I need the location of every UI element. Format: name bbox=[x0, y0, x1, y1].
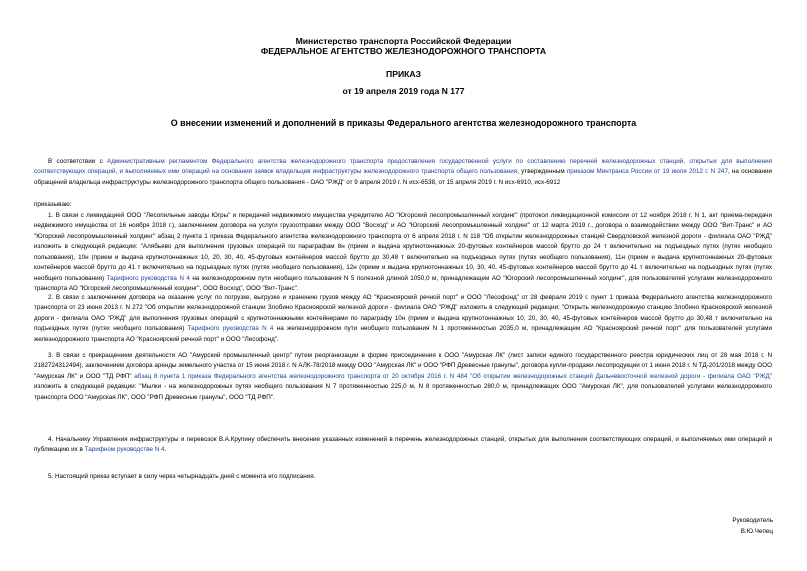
item-2-paragraph bbox=[34, 293, 772, 345]
tariff-guide-link[interactable]: Тарифного руководства N 4 bbox=[106, 274, 190, 282]
tariff-guide-link[interactable]: Тарифного руководства N 4 bbox=[187, 325, 274, 333]
agency-name: ФЕДЕРАЛЬНОЕ АГЕНТСТВО ЖЕЛЕЗНОДОРОЖНОГО ТРАНСПОРТА bbox=[260, 46, 547, 56]
item-2-text-1: 2. В связи с заключением договора на оказание услуг по погрузке, выгрузке и хранению грузов между АО "Красноярский речной порт" и ООО "Лесофонд" от 28 февраля 2019 г. пункт 1 приказа Федерального агентства железнодорожного транспорта от 23 июня 2013 г. N 272 "Об открытии железнодорожной станции Злобино Красноярской железной дороги - филиала ОАО "РЖД" изложить в следующей редакции: "Открыть железнодорожную станцию Злобино Красноярской железной дороги - филиала ОАО "РЖД" для выполнения грузовых операций с крупнотоннажными контейнерами по параграфу 10н (прием и выдача крупнотоннажных 10, 20, 30, 40, 45-футовых контейнеров массой брутто до 30,48 т включительно на подъездных путях (путях необщего пользования) bbox=[34, 294, 772, 333]
signatory-position: Руководитель bbox=[732, 517, 773, 524]
order-484-link[interactable]: абзац 8 пункта 1 приказа Федерального агентства железнодорожного транспорта от 20 октября 2016 г. N 484 "Об открытии железнодорожных станций Дальневосточной железной дороги - филиала ОАО "РЖД" bbox=[134, 372, 772, 380]
admin-regulation-link[interactable]: Административным регламентом Федерального агентства железнодорожного транспорта предоставления государственной услуги по составлению перечней железнодорожных станций, открытых для выполнения соответствующих операций, и выполняемых ими операций на основании заявок владельцев инфраструктуры железнодорожного транспорта общего пользования bbox=[34, 158, 772, 176]
item-1-text-1: 1. В связи с ликвидацией ООО "Лесопильные заводы Югры" и передачей недвижимого имущества учредителю АО "Югорский лесопромышленный холдинг" (протокол ликвидационной комиссии от 12 ноября 2018 г. N 1, акт приема-передачи недвижимого имущества от 16 ноября 2018 г.), заключением договора на услуги грузоотправки между ООО "Восход" и АО "Югорский лесопромышленный холдинг" от 12 марта 2019 г., договора о взаимодействии между ООО "Вит-Транс" и АО "Югорский лесопромышленный холдинг" абзац 2 пункта 1 приказа Федерального агентства железнодорожного транспорта от 6 апреля 2018 г. N 118 "Об открытии железнодорожных станций Свердловской железной дороги - филиала ОАО "РЖД" изложить в следующей редакции: "Алябьево для выполнения грузовых операций по параграфам 8н (прием и выдача крупнотоннажных 20-футовых контейнеров массой брутто до 24 т включительно на подъездных путях (путях необщего пользования), 10н (прием и выдача крупнотоннажных 10, 20, 30, 40, 45-футовых контейнеров массой брутто до 30,48 т включительно на подъездных путях (путях необщего пользования), 11н (прием и выдача крупнотоннажных 20-футовых контейнеров массой брутто до 41 т включительно на подъездных путях (путях необщего пользования), 12н (прием и выдача крупнотоннажных 10, 30, 40, 45-футовых контейнеров массой брутто до 41 т включительно на подъездных путях (путях необщего пользования) bbox=[34, 212, 772, 282]
item-4-text-1: 4. Начальнику Управления инфраструктуры и перевозок В.А.Крупину обеспечить внесение указанных изменений в перечень железнодорожных станций, открытых для выполнения соответствующих операций, и выполняемых ими операций и публикацию их в bbox=[34, 436, 772, 454]
item-4-paragraph bbox=[34, 435, 772, 456]
document-title: О внесении изменений и дополнений в приказы Федерального агентства железнодорожного транспорта bbox=[170, 118, 637, 128]
item-5-paragraph bbox=[34, 472, 772, 482]
mintrans-order-link[interactable]: приказом Минтранса России от 19 июля 2012 г. N 247 bbox=[566, 168, 728, 176]
intro-paragraph bbox=[34, 157, 772, 188]
item-2-text-2: на железнодорожном пути необщего пользования N 1 протяженностью 2035,0 м, принадлежащем АО "Красноярский речной порт" для пользователей услугами железнодорожного транспорта АО "Красноярский речной порт" и ООО "Лесофонд". bbox=[34, 325, 772, 343]
intro-text-3: , на основании обращений владельца инфраструктуры железнодорожного транспорта общего пользования - ОАО "РЖД" от 9 апреля 2019 г. N исх-6538, от 15 апреля 2019 г. N исх-6910, исх-6912 bbox=[34, 168, 773, 186]
item-3-text-1: 3. В связи с прекращением деятельности АО "Амурский промышленный центр" путем реорганизации в форме присоединения к ООО "Амурская ЛК" (лист записи единого государственного реестра юридических лиц от 28 мая 2018 г. N 2182724312494), заключением договора аренды земельного участка от 15 июня 2018 г. N АЛК-78/2018 между ООО "Амурская ЛК" и ООО "РФП Древесные гранулы", договора купли-продажи лесопродукции от 1 июня 2018 г. N ТД-201/2018 между ООО "Амурская ЛК" и ООО "ТД РФП" bbox=[34, 352, 772, 380]
intro-text-2: , утвержденным bbox=[517, 168, 567, 176]
item-3-paragraph bbox=[34, 351, 772, 403]
document-date: от 19 апреля 2019 года N 177 bbox=[342, 86, 465, 96]
signatory-name: В.Ю.Чепец bbox=[740, 528, 773, 535]
tariff-guide-link[interactable]: Тарифном руководстве N 4 bbox=[84, 446, 165, 454]
intro-text-1: В соответствии с bbox=[48, 158, 108, 165]
item-1-paragraph bbox=[34, 211, 772, 295]
ministry-name: Министерство транспорта Российской Федерации bbox=[295, 36, 512, 46]
item-3-text-2: изложить в следующей редакции: "Мылки - на железнодорожных путях необщего пользования N 7 протяженностью 225,0 м, N 8 протяженностью 280,0 м, принадлежащих ООО "Амурская ЛК", для пользователей услугами железнодорожного транспорта ООО "Амурская ЛК", ООО "РФП Древесные гранулы", ООО "ТД РФП". bbox=[34, 383, 772, 401]
order-directive: приказываю: bbox=[34, 201, 72, 208]
item-1-text-2: на железнодорожном пути необщего пользования N 5 полезной длиной 1050,0 м, принадлежащем АО "Югорский лесопромышленный холдинг", для пользователей услугами железнодорожного транспорта АО "Югорский лесопромышленный холдинг", ООО Восход", ООО "Вит-Транс". bbox=[34, 274, 773, 293]
item-5-text-1: 5. Настоящий приказ вступает в силу через четырнадцать дней с момента его подписания. bbox=[48, 473, 316, 480]
item-4-text-2: . bbox=[164, 446, 167, 454]
document-type: ПРИКАЗ bbox=[386, 69, 421, 79]
